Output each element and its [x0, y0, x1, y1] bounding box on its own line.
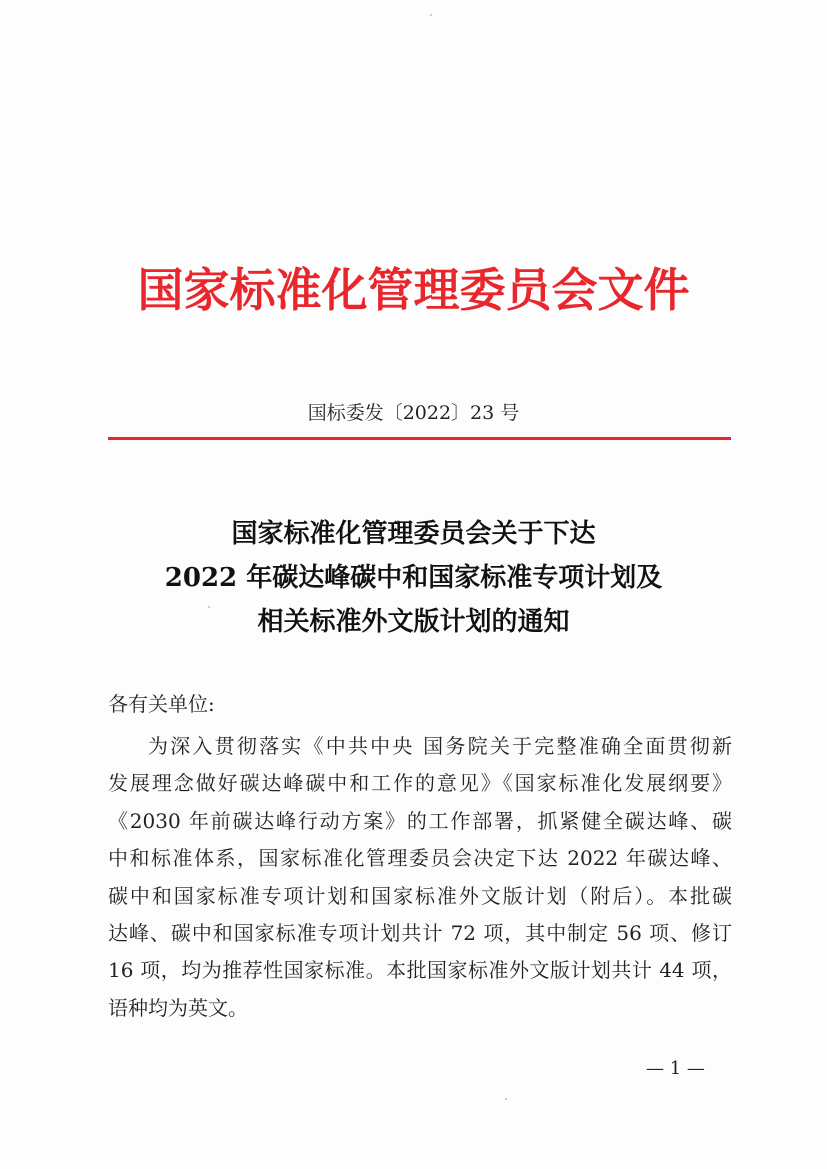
body-line: 发展理念做好碳达峰碳中和工作的意见》《国家标准化发展纲要》: [108, 771, 732, 796]
document-number: 国标委发〔2022〕23 号: [307, 402, 520, 424]
body-line: 16 项，均为推荐性国家标准。本批国家标准外文版计划共计 44 项，: [108, 958, 732, 983]
scan-speck: [430, 14, 432, 16]
title-line: 相关标准外文版计划的通知: [257, 607, 570, 637]
title-line: 2022 年碳达峰碳中和国家标准专项计划及: [164, 563, 663, 593]
body-line: 中和标准体系，国家标准化管理委员会决定下达 2022 年碳达峰、: [108, 846, 732, 871]
body-line: 语种均为英文。: [108, 995, 248, 1020]
document-masthead: 国家标准化管理委员会文件: [137, 263, 690, 317]
scan-speck: [208, 606, 210, 608]
salutation: 各有关单位:: [108, 692, 215, 716]
body-line: 达峰、碳中和国家标准专项计划共计 72 项，其中制定 56 项、修订: [108, 921, 732, 946]
body-paragraph: [108, 728, 732, 1027]
body-line: 碳中和国家标准专项计划和国家标准外文版计划（附后）。本批碳: [108, 883, 732, 908]
red-separator-line: [108, 437, 731, 440]
title-line: 国家标准化管理委员会关于下达: [231, 519, 596, 549]
document-title: [100, 512, 727, 644]
body-line: 为深入贯彻落实《中共中央 国务院关于完整准确全面贯彻新: [148, 734, 732, 758]
body-line: 《2030 年前碳达峰行动方案》的工作部署，抓紧健全碳达峰、碳: [108, 808, 732, 833]
scan-speck: [505, 1098, 507, 1100]
page-number: — 1 —: [646, 1058, 705, 1079]
